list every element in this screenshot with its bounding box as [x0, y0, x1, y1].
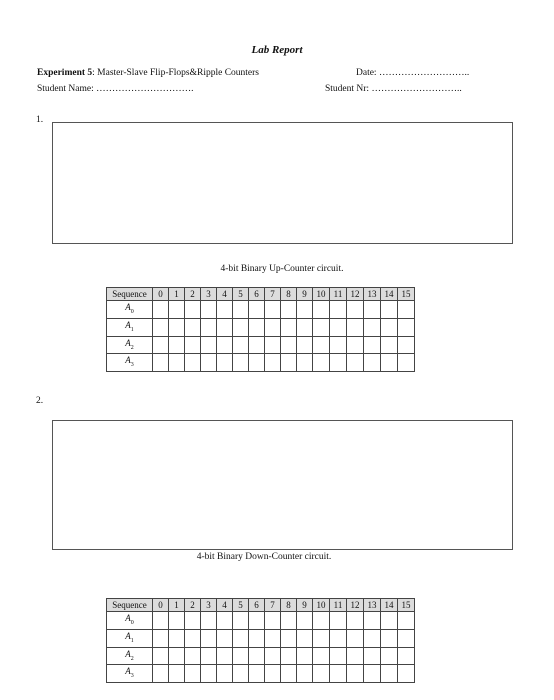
column-header: 7: [265, 599, 281, 612]
row-label: $A_0$: [107, 301, 153, 319]
table-cell[interactable]: [398, 336, 415, 354]
table-cell[interactable]: [381, 665, 398, 683]
table-cell[interactable]: [313, 354, 330, 372]
experiment-label: Experiment 5: [37, 68, 93, 78]
column-header: 9: [297, 288, 313, 301]
column-header: 15: [398, 288, 415, 301]
table-row: [107, 336, 415, 354]
table-cell[interactable]: [153, 318, 169, 336]
table-cell[interactable]: [233, 612, 249, 630]
table-cell[interactable]: [169, 612, 185, 630]
column-header: 2: [185, 599, 201, 612]
table-cell[interactable]: [347, 612, 364, 630]
table-row: [107, 665, 415, 683]
row-label: $A_2$: [107, 647, 153, 665]
table-cell[interactable]: [281, 354, 297, 372]
column-header: 0: [153, 599, 169, 612]
column-header: 13: [364, 599, 381, 612]
table-cell[interactable]: [313, 318, 330, 336]
table-cell[interactable]: [281, 301, 297, 319]
table-cell[interactable]: [364, 647, 381, 665]
column-header: 3: [201, 288, 217, 301]
column-header: 14: [381, 599, 398, 612]
table-cell[interactable]: [185, 629, 201, 647]
table-cell[interactable]: [153, 612, 169, 630]
sequence-table-1: [106, 287, 415, 372]
table-cell[interactable]: [381, 318, 398, 336]
column-header: 14: [381, 288, 398, 301]
table-cell[interactable]: [249, 301, 265, 319]
table-cell[interactable]: [347, 647, 364, 665]
table-cell[interactable]: [217, 354, 233, 372]
table-row: [107, 318, 415, 336]
table-cell[interactable]: [330, 318, 347, 336]
table-cell[interactable]: [347, 629, 364, 647]
table-cell[interactable]: [364, 301, 381, 319]
table-cell[interactable]: [169, 336, 185, 354]
section-1-number: 1.: [36, 115, 44, 125]
table-cell[interactable]: [265, 301, 281, 319]
table-cell[interactable]: [381, 301, 398, 319]
table-cell[interactable]: [217, 301, 233, 319]
table-cell[interactable]: [185, 647, 201, 665]
table-cell[interactable]: [201, 354, 217, 372]
table-row: [107, 647, 415, 665]
table-cell[interactable]: [265, 354, 281, 372]
table-cell[interactable]: [265, 629, 281, 647]
row-label: $A_2$: [107, 336, 153, 354]
table-cell[interactable]: [398, 318, 415, 336]
table-cell[interactable]: [201, 612, 217, 630]
table-cell[interactable]: [281, 336, 297, 354]
table-cell[interactable]: [201, 665, 217, 683]
table-cell[interactable]: [265, 318, 281, 336]
table-cell[interactable]: [201, 336, 217, 354]
table-cell[interactable]: [313, 629, 330, 647]
row-label: $A_3$: [107, 354, 153, 372]
table-cell[interactable]: [249, 647, 265, 665]
table-cell[interactable]: [265, 665, 281, 683]
column-header: 10: [313, 599, 330, 612]
table-cell[interactable]: [313, 336, 330, 354]
table-cell[interactable]: [297, 647, 313, 665]
table-cell[interactable]: [297, 612, 313, 630]
table-cell[interactable]: [381, 612, 398, 630]
table-cell[interactable]: [297, 354, 313, 372]
row-label: $A_1$: [107, 629, 153, 647]
table-cell[interactable]: [398, 629, 415, 647]
date-field[interactable]: Date: ………………………..: [356, 68, 470, 78]
table-cell[interactable]: [153, 665, 169, 683]
table-cell[interactable]: [185, 354, 201, 372]
table-cell[interactable]: [153, 301, 169, 319]
table-cell[interactable]: [398, 665, 415, 683]
table-cell[interactable]: [233, 665, 249, 683]
table-cell[interactable]: [265, 336, 281, 354]
table-cell[interactable]: [313, 301, 330, 319]
table-cell[interactable]: [185, 318, 201, 336]
sequence-header: Sequence: [107, 599, 153, 612]
table-cell[interactable]: [347, 301, 364, 319]
table-cell[interactable]: [265, 612, 281, 630]
table-cell[interactable]: [233, 336, 249, 354]
column-header: 1: [169, 599, 185, 612]
column-header: 4: [217, 599, 233, 612]
table-cell[interactable]: [364, 612, 381, 630]
table-cell[interactable]: [330, 354, 347, 372]
table-cell[interactable]: [364, 318, 381, 336]
sequence-header: Sequence: [107, 288, 153, 301]
table-cell[interactable]: [313, 647, 330, 665]
column-header: 8: [281, 599, 297, 612]
sequence-table-2: [106, 598, 415, 683]
table-cell[interactable]: [217, 665, 233, 683]
table-cell[interactable]: [347, 665, 364, 683]
column-header: 2: [185, 288, 201, 301]
table-cell[interactable]: [330, 647, 347, 665]
table-cell[interactable]: [153, 647, 169, 665]
table-cell[interactable]: [249, 336, 265, 354]
section-2-caption: 4-bit Binary Down-Counter circuit.: [196, 552, 332, 562]
table-row: [107, 354, 415, 372]
table-cell[interactable]: [381, 647, 398, 665]
table-cell[interactable]: [201, 301, 217, 319]
table-row: [107, 629, 415, 647]
table-row: [107, 612, 415, 630]
column-header: 11: [330, 599, 347, 612]
column-header: 4: [217, 288, 233, 301]
circuit-drawing-box-1[interactable]: [52, 122, 513, 244]
table-cell[interactable]: [313, 612, 330, 630]
column-header: 0: [153, 288, 169, 301]
table-cell[interactable]: [297, 336, 313, 354]
column-header: 1: [169, 288, 185, 301]
table-cell[interactable]: [249, 612, 265, 630]
table-cell[interactable]: [330, 612, 347, 630]
table-cell[interactable]: [313, 665, 330, 683]
column-header: 8: [281, 288, 297, 301]
section-1-caption: 4-bit Binary Up-Counter circuit.: [220, 264, 344, 274]
column-header: 6: [249, 288, 265, 301]
row-label: $A_3$: [107, 665, 153, 683]
table-cell[interactable]: [185, 336, 201, 354]
table-cell[interactable]: [364, 354, 381, 372]
column-header: 5: [233, 599, 249, 612]
table-cell[interactable]: [217, 629, 233, 647]
table-cell[interactable]: [217, 336, 233, 354]
table-cell[interactable]: [297, 629, 313, 647]
table-cell[interactable]: [233, 629, 249, 647]
table-cell[interactable]: [281, 612, 297, 630]
table-cell[interactable]: [233, 301, 249, 319]
table-cell[interactable]: [217, 647, 233, 665]
table-cell[interactable]: [297, 301, 313, 319]
table-cell[interactable]: [249, 318, 265, 336]
table-cell[interactable]: [297, 318, 313, 336]
report-title: Lab Report: [251, 44, 303, 56]
table-cell[interactable]: [201, 318, 217, 336]
experiment-title: : Master-Slave Flip-Flops&Ripple Counters: [92, 68, 259, 78]
table-cell[interactable]: [398, 647, 415, 665]
table-cell[interactable]: [201, 629, 217, 647]
table-cell[interactable]: [364, 629, 381, 647]
table-cell[interactable]: [185, 612, 201, 630]
table-cell[interactable]: [398, 354, 415, 372]
table-cell[interactable]: [281, 318, 297, 336]
column-header: 3: [201, 599, 217, 612]
table-cell[interactable]: [381, 336, 398, 354]
table-cell[interactable]: [281, 665, 297, 683]
table-cell[interactable]: [347, 354, 364, 372]
table-cell[interactable]: [297, 665, 313, 683]
column-header: 7: [265, 288, 281, 301]
table-cell[interactable]: [233, 647, 249, 665]
column-header: 11: [330, 288, 347, 301]
student-nr-field[interactable]: Student Nr: ………………………..: [325, 84, 462, 94]
column-header: 6: [249, 599, 265, 612]
table-cell[interactable]: [169, 301, 185, 319]
table-cell[interactable]: [153, 354, 169, 372]
table-cell[interactable]: [249, 354, 265, 372]
experiment-line: [37, 68, 259, 78]
table-cell[interactable]: [330, 629, 347, 647]
table-cell[interactable]: [169, 318, 185, 336]
table-cell[interactable]: [249, 629, 265, 647]
table-cell[interactable]: [217, 318, 233, 336]
table-cell[interactable]: [265, 647, 281, 665]
table-cell[interactable]: [347, 336, 364, 354]
table-cell[interactable]: [347, 318, 364, 336]
table-cell[interactable]: [330, 336, 347, 354]
column-header: 9: [297, 599, 313, 612]
table-cell[interactable]: [169, 629, 185, 647]
table-cell[interactable]: [281, 629, 297, 647]
table-cell[interactable]: [249, 665, 265, 683]
table-cell[interactable]: [153, 336, 169, 354]
table-cell[interactable]: [330, 665, 347, 683]
table-cell[interactable]: [169, 665, 185, 683]
column-header: 5: [233, 288, 249, 301]
column-header: 13: [364, 288, 381, 301]
table-cell[interactable]: [185, 301, 201, 319]
table-cell[interactable]: [217, 612, 233, 630]
column-header: 12: [347, 599, 364, 612]
table-cell[interactable]: [398, 301, 415, 319]
column-header: 15: [398, 599, 415, 612]
table-cell[interactable]: [381, 354, 398, 372]
table-cell[interactable]: [185, 665, 201, 683]
column-header: 12: [347, 288, 364, 301]
table-cell[interactable]: [169, 647, 185, 665]
student-name-field[interactable]: Student Name: ………………………….: [37, 84, 194, 94]
table-cell[interactable]: [364, 336, 381, 354]
table-cell[interactable]: [153, 629, 169, 647]
table-cell[interactable]: [281, 647, 297, 665]
table-cell[interactable]: [364, 665, 381, 683]
table-cell[interactable]: [398, 612, 415, 630]
table-cell[interactable]: [233, 318, 249, 336]
table-cell[interactable]: [330, 301, 347, 319]
circuit-drawing-box-2[interactable]: [52, 420, 513, 550]
table-row: [107, 301, 415, 319]
table-cell[interactable]: [201, 647, 217, 665]
column-header: 10: [313, 288, 330, 301]
table-cell[interactable]: [381, 629, 398, 647]
table-cell[interactable]: [233, 354, 249, 372]
section-2-number: 2.: [36, 396, 44, 406]
table-cell[interactable]: [169, 354, 185, 372]
row-label: $A_1$: [107, 318, 153, 336]
row-label: $A_0$: [107, 612, 153, 630]
